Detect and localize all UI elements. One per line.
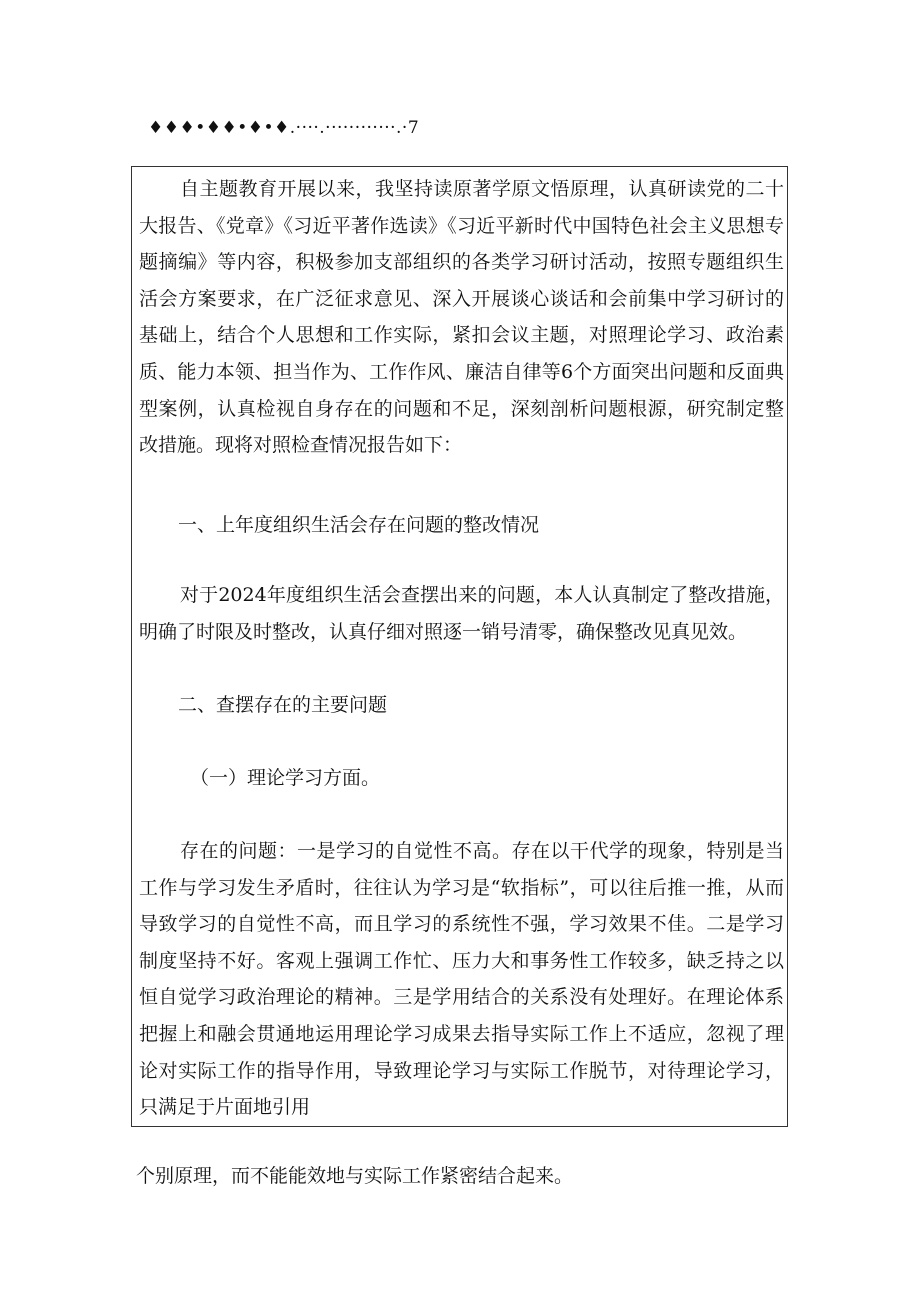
intro-paragraph: 自主题教育开展以来，我坚持读原著学原文悟原理，认真研读党的二十大报告、《党章》《习近平著作选读》《习近平新时代中国特色社会主义思想专题摘编》等内容，积极参加支部组织的各类学习研讨活动，按照专题组织生活会方案要求，在广泛征求意见、深入开展谈心谈话和会前集中学习研讨的基础上，结合个人思想和工作实际，紧扣会议主题，对照理论学习、政治素质、能力本领、担当作为、工作作风、廉洁自律等6个方面突出问题和反面典型案例，认真检视自身存在的问题和不足，深刻剖析问题根源，研究制定整改措施。现将对照检查情况报告如下： [139, 178, 784, 457]
rectification-paragraph: 对于2024年度组织生活会查摆出来的问题，本人认真制定了整改措施，明确了时限及时整改，认真仔细对照逐一销号清零，确保整改见真见效。 [139, 584, 784, 643]
section-heading-2: 二、查摆存在的主要问题 [178, 694, 388, 716]
content-box [131, 166, 788, 1127]
section-heading-1: 一、上年度组织生活会存在问题的整改情况 [178, 514, 540, 536]
continuation-text: 个别原理，而不能能效地与实际工作紧密结合起来。 [136, 1165, 574, 1187]
issues-paragraph: 存在的问题：一是学习的自觉性不高。存在以干代学的现象，特别是当工作与学习发生矛盾时，往往认为学习是“软指标”，可以往后推一推，从而导致学习的自觉性不高，而且学习的系统性不强，学习效果不佳。二是学习制度坚持不好。客观上强调工作忙、压力大和事务性工作较多，缺乏持之以恒自觉学习政治理论的精神。三是学用结合的关系没有处理好。在理论体系把握上和融会贯通地运用理论学习成果去指导实际工作上不适应，忽视了理论对实际工作的指导作用，导致理论学习与实际工作脱节，对待理论学习，只满足于片面地引用 [139, 840, 784, 1119]
toc-entry: ♦♦♦•♦♦•♦•♦.····.············.·7 [148, 118, 420, 138]
subsection-heading-1: （一）理论学习方面。 [190, 767, 381, 789]
